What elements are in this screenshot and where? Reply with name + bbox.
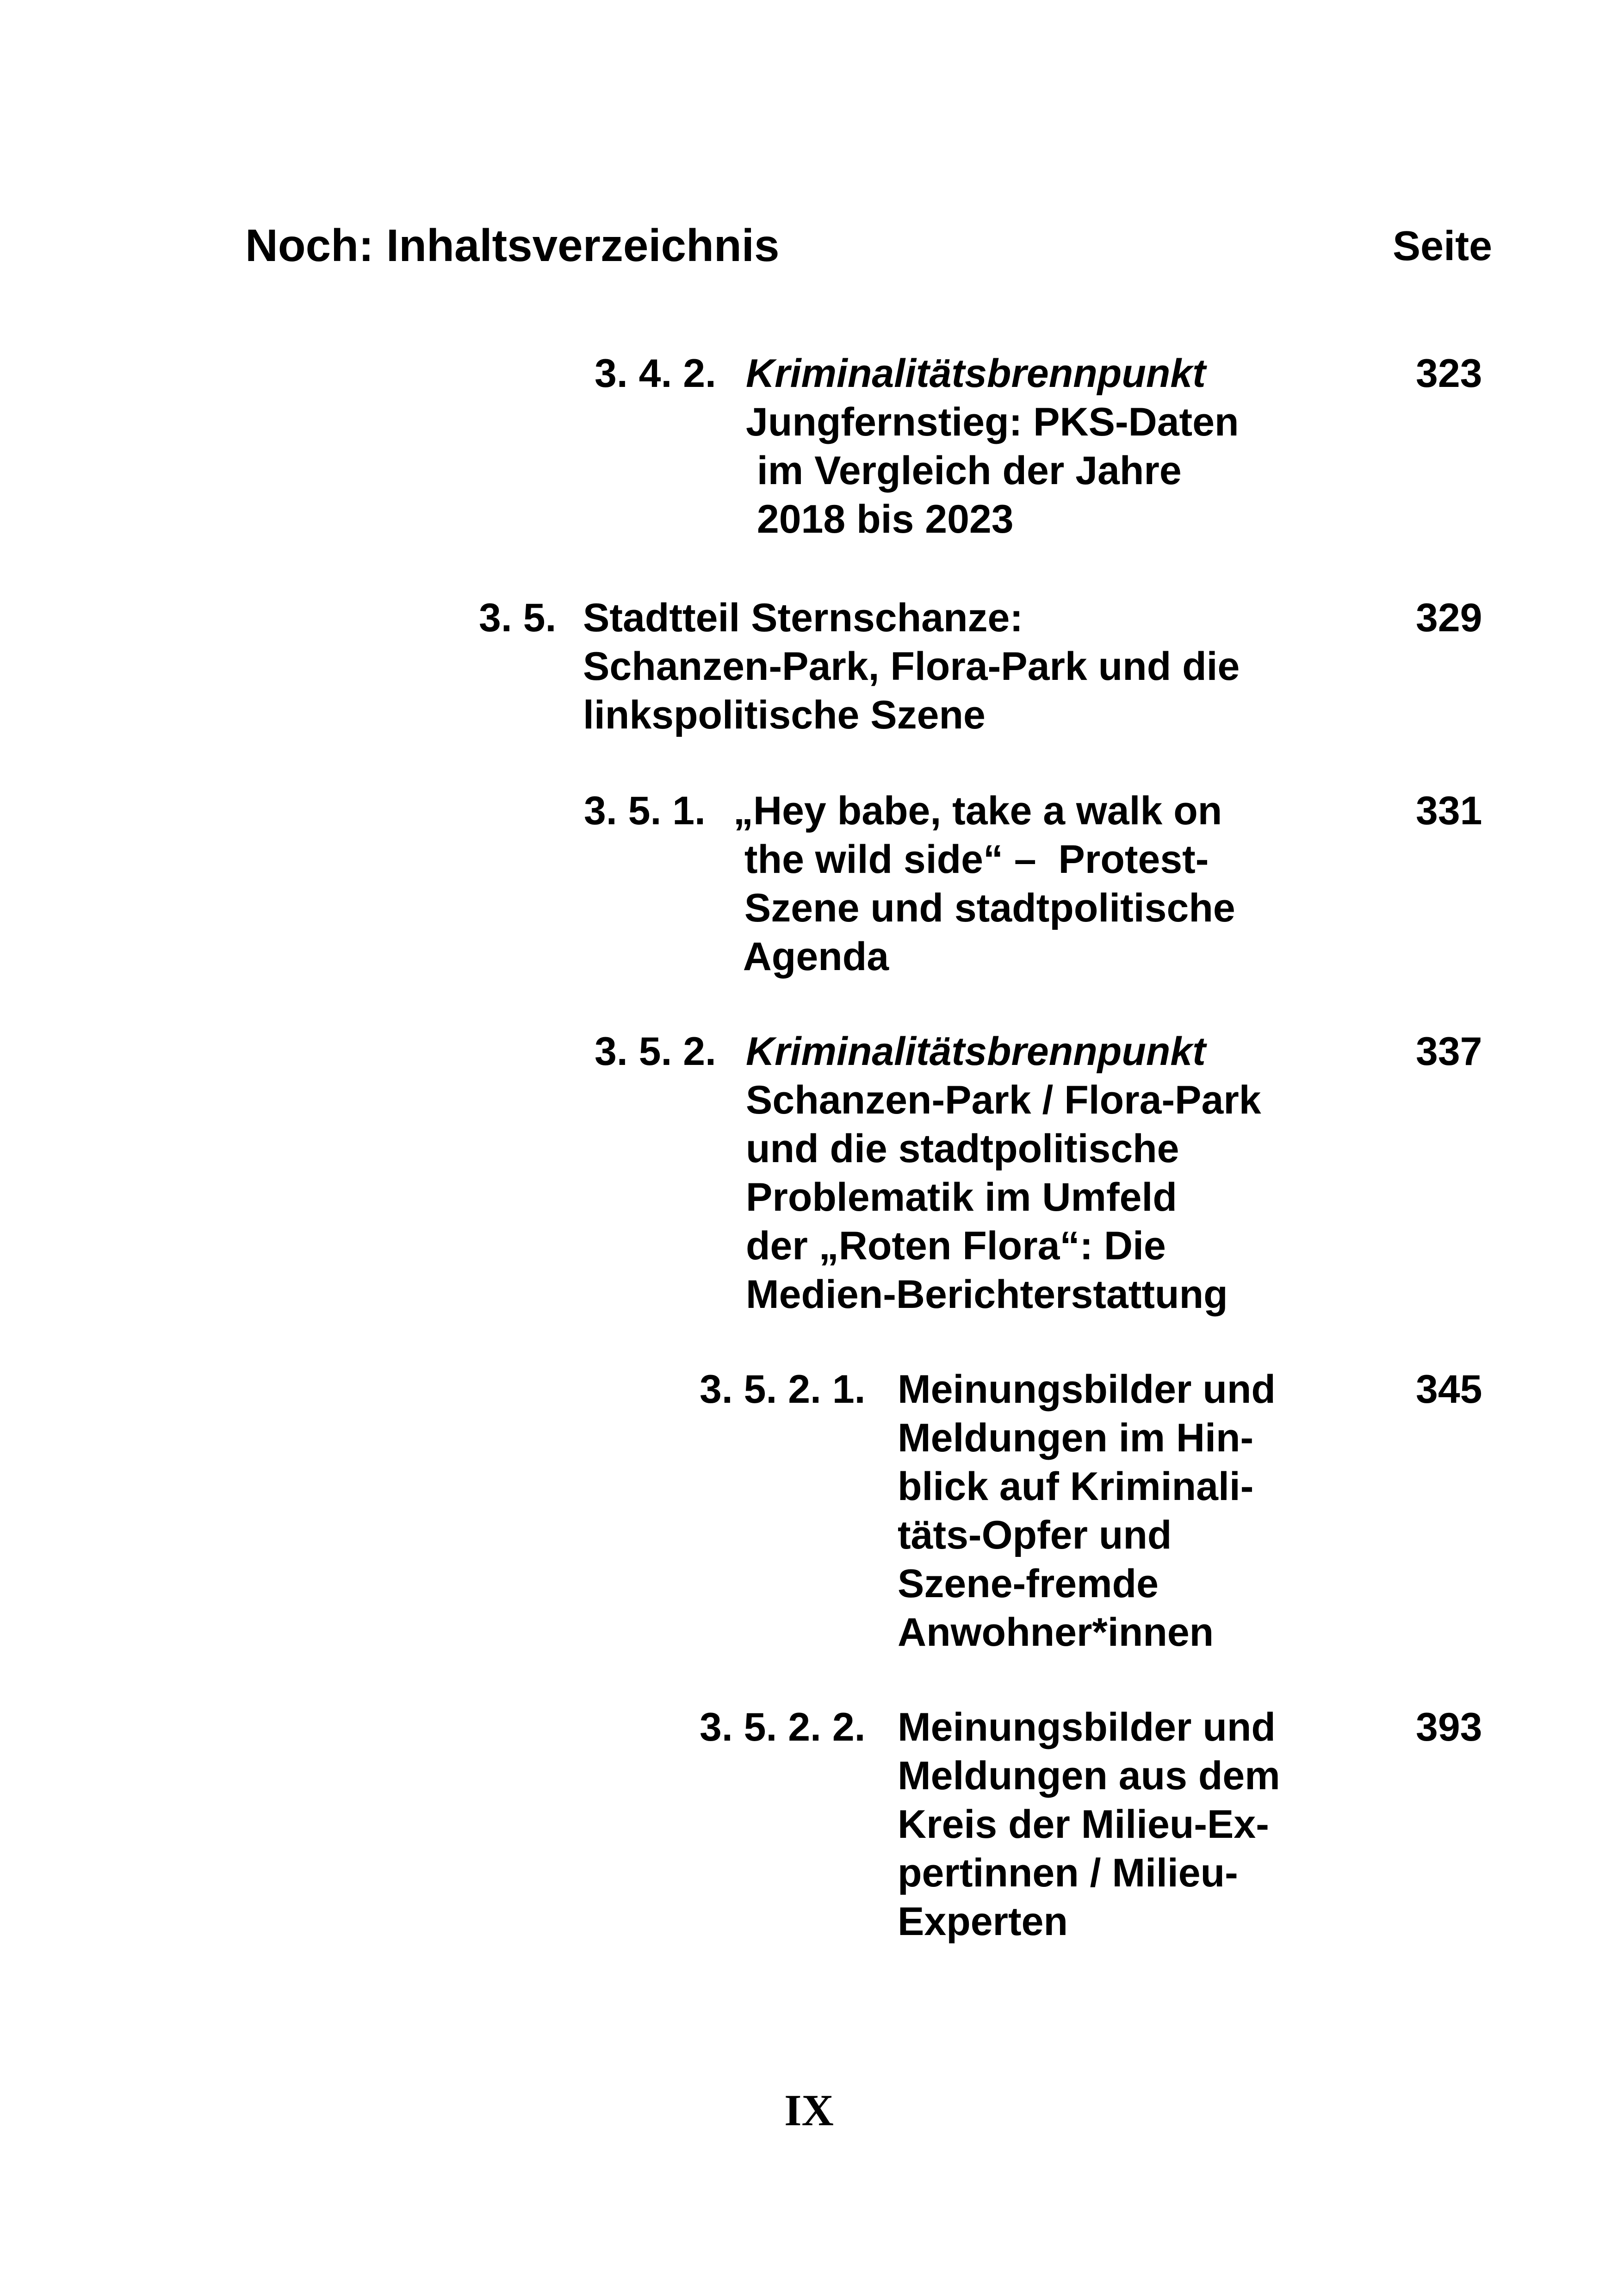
entry-title-line: Schanzen-Park, Flora-Park und die: [583, 644, 1240, 689]
entry-title-line: Kriminalitätsbrennpunkt: [746, 1029, 1206, 1074]
entry-number: 3. 5.: [479, 596, 557, 640]
entry-title-line: linkspolitische Szene: [583, 693, 986, 737]
entry-title-line: Meinungsbilder und: [898, 1367, 1276, 1412]
entry-title-line: Medien-Berichterstattung: [746, 1272, 1228, 1317]
entry-title-line: Meldungen aus dem: [898, 1754, 1280, 1798]
entry-page-number: 331: [1416, 789, 1482, 833]
entry-page-number: 345: [1416, 1367, 1482, 1412]
entry-title-line: pertinnen / Milieu-: [898, 1851, 1238, 1895]
entry-title-line: Experten: [898, 1899, 1068, 1944]
entry-number: 3. 5. 1.: [584, 789, 706, 833]
entry-title-line: und die stadtpolitische: [746, 1126, 1179, 1171]
entry-title-line: täts-Opfer und: [898, 1513, 1172, 1557]
entry-title-line: blick auf Kriminali-: [898, 1464, 1254, 1509]
page-folio: IX: [784, 2085, 834, 2135]
entry-title-line: Szene und stadtpolitische: [733, 886, 1235, 930]
entry-title-line: Problematik im Umfeld: [746, 1175, 1177, 1220]
entry-number: 3. 5. 2. 1.: [700, 1367, 866, 1412]
entry-title-line: der „Roten Flora“: Die: [746, 1224, 1166, 1268]
entry-page-number: 337: [1416, 1029, 1482, 1074]
entry-title-line: Kreis der Milieu-Ex-: [898, 1802, 1269, 1847]
toc-heading: Noch: Inhaltsverzeichnis: [245, 220, 780, 271]
entry-title-line: Meldungen im Hin-: [898, 1416, 1254, 1460]
entry-number: 3. 4. 2.: [595, 351, 716, 396]
entry-title-line: Jungfernstieg: PKS-Daten: [746, 400, 1239, 444]
entry-title-line: 2018 bis 2023: [746, 497, 1014, 541]
entry-title-line: im Vergleich der Jahre: [746, 448, 1182, 493]
entry-number: 3. 5. 2.: [595, 1029, 716, 1074]
entry-page-number: 323: [1416, 351, 1482, 396]
entry-title-line: Schanzen-Park / Flora-Park: [746, 1078, 1261, 1122]
entry-title-line: Agenda: [733, 934, 889, 979]
entry-title-line: Kriminalitätsbrennpunkt: [746, 351, 1206, 396]
entry-title-line: Meinungsbilder und: [898, 1705, 1276, 1749]
entry-title-line: „Hey babe, take a walk on: [733, 789, 1222, 833]
entry-title-line: Stadtteil Sternschanze:: [583, 596, 1023, 640]
entry-page-number: 393: [1416, 1705, 1482, 1749]
entry-number: 3. 5. 2. 2.: [700, 1705, 866, 1749]
entry-page-number: 329: [1416, 596, 1482, 640]
page-column-label: Seite: [1393, 223, 1493, 269]
entry-title-line: Anwohner*innen: [898, 1610, 1214, 1655]
entry-title-line: the wild side“ – Protest-: [733, 837, 1209, 882]
entry-title-line: Szene-fremde: [898, 1562, 1159, 1606]
